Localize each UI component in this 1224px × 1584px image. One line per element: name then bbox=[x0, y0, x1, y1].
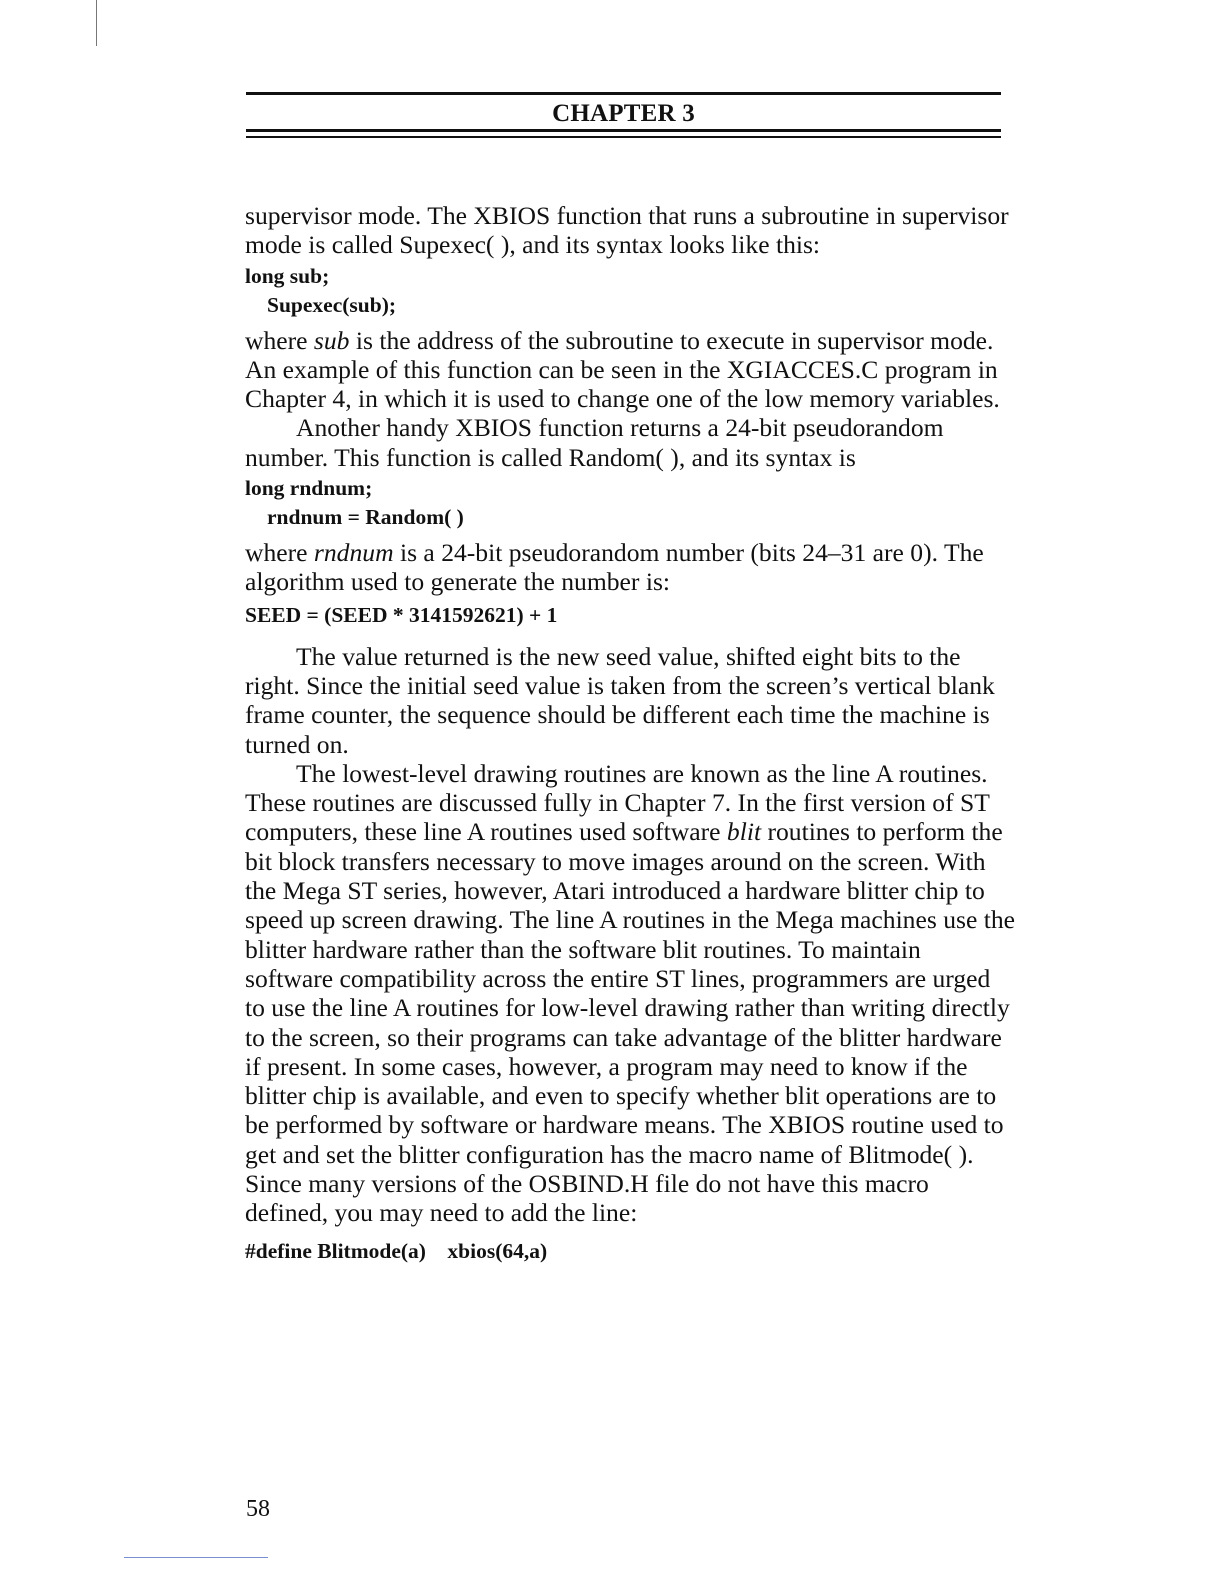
chapter-header bbox=[246, 92, 1001, 138]
scan-margin-mark bbox=[96, 0, 97, 46]
page-body bbox=[245, 201, 1015, 1266]
italic-term: rndnum bbox=[313, 538, 394, 568]
code-line: rndnum = Random( ) bbox=[267, 505, 464, 530]
paragraph bbox=[245, 759, 1015, 1228]
chapter-title: CHAPTER 3 bbox=[552, 100, 695, 127]
paragraph: The value returned is the new seed value, shifted eight bits to the right. Since the initial seed value is taken from the screen’s vertical blank frame counter, the sequence should be different each time the machine is turned on. bbox=[245, 641, 995, 759]
paragraph bbox=[245, 326, 1015, 414]
code-block-supexec bbox=[245, 262, 1015, 320]
code-line: long sub; bbox=[245, 263, 330, 288]
code-line: Supexec(sub); bbox=[267, 292, 397, 317]
paragraph bbox=[245, 538, 1015, 597]
text-run: where bbox=[245, 538, 314, 568]
header-top-rule bbox=[246, 92, 1001, 95]
italic-term: blit bbox=[726, 817, 762, 847]
italic-term: sub bbox=[313, 325, 350, 355]
text-run: where bbox=[245, 325, 314, 355]
paragraph: Another handy XBIOS function returns a 24-bit pseudorandom number. This function is called Random( ), and its syntax is bbox=[245, 413, 944, 472]
text-run: is a 24-bit pseudorandom number (bits 24–31 are 0). The algorithm used to generate the number is: bbox=[245, 538, 984, 597]
page-number: 58 bbox=[246, 1496, 270, 1522]
header-bottom-rule-secondary bbox=[246, 136, 1001, 138]
header-bottom-rule bbox=[246, 129, 1001, 132]
code-line: long rndnum; bbox=[245, 476, 373, 501]
scan-bottom-mark bbox=[124, 1557, 268, 1558]
code-block-random bbox=[245, 474, 1015, 532]
text-run: is the address of the subroutine to execute in supervisor mode. An example of this function can be seen in the XGIACCES.C program in Chapter 4, in which it is used to change one of the low memory variables. bbox=[245, 325, 1000, 414]
text-run: The lowest-level drawing routines are known as the line A routines. These routines are discussed fully in Chapter 7. In the first version of ST computers, these line A routines used software bbox=[245, 758, 990, 847]
text-run: routines to perform the bit block transfers necessary to move images around on the screen. With the Mega ST series, however, Atari introduced a hardware blitter chip to speed up screen drawing. The line A routines in the Mega machines use the blitter hardware rather than the software blit routines. To maintain software compatibility across the entire ST lines, programmers are urged to use the line A routines for low-level drawing rather than writing directly to the screen, so their programs can take advantage of the blitter hardware if present. In some cases, however, a program may need to know if the blitter chip is available, and even to specify whether blit operations are to be performed by software or hardware means. The XBIOS routine used to get and set the blitter configuration has the macro name of Blitmode( ). Since many versions of the OSBIND.H file do not have this macro defined, you may need to add the line: bbox=[245, 817, 1015, 1228]
code-line-seed: SEED = (SEED * 3141592621) + 1 bbox=[245, 602, 558, 627]
code-line-define: #define Blitmode(a) xbios(64,a) bbox=[245, 1238, 548, 1263]
paragraph: supervisor mode. The XBIOS function that runs a subroutine in supervisor mode is called Supexec( ), and its syntax looks like this: bbox=[245, 201, 1009, 260]
